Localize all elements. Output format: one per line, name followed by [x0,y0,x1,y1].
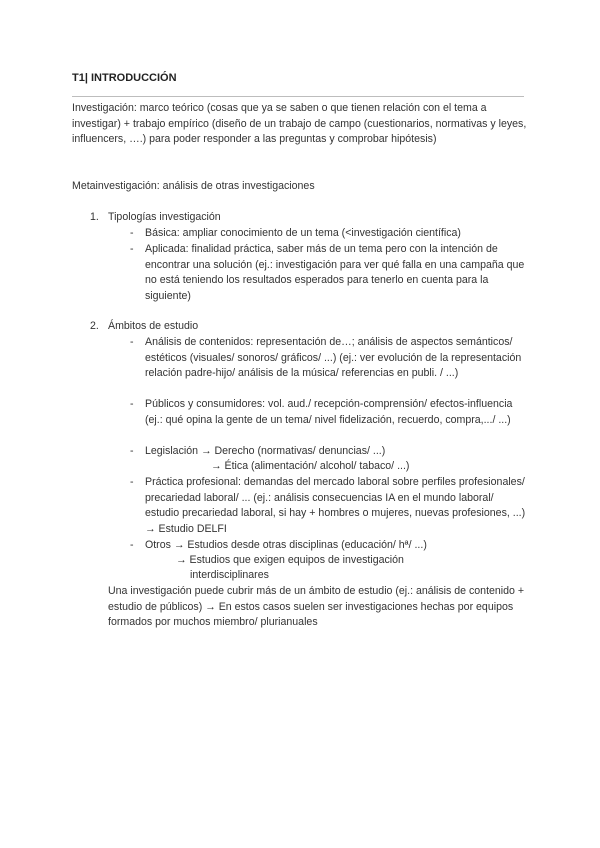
title-divider [72,96,524,97]
section2-heading: Ámbitos de estudio [108,320,199,332]
tipologia-aplicada: Aplicada: finalidad práctica, saber más de un tema pero con la intención de encontrar una solución (ej.: investigación para ver qué falla en una campaña que no está teniendo los resultados esperados para tenerlo en cuenta para la siguiente) [145,243,525,302]
meta-paragraph: Metainvestigación: análisis de otras investigaciones [72,180,315,192]
section2-number: 2. [90,320,99,332]
bullet-dash: - [130,398,134,410]
ambito-otros: Otros → Estudios desde otras disciplinas (educación/ hª/ ...) [145,539,427,551]
ambito-publicos: Públicos y consumidores: vol. aud./ recepción-comprensión/ efectos-influencia (ej.: qué opina la gente de un tema/ nivel fidelización, recuerdo, compra,.../ ...) [145,398,513,426]
bullet-dash: - [130,539,134,551]
bullet-dash: - [130,476,134,488]
ambito-practica: Práctica profesional: demandas del mercado laboral sobre perfiles profesionales/ precariedad laboral/ ... (ej.: análisis consecuencias IA en el mundo laboral/ estudio precariedad laboral, si hay + hombres o mujeres, nuevas profesiones, ...) → Estudio DELFI [145,476,526,535]
closing-paragraph: Una investigación puede cubrir más de un ámbito de estudio (ej.: análisis de contenido + estudio de públicos) → En estos casos suelen ser investigaciones hechas por equipos formados por muchos miembro/ plurianuales [108,585,525,628]
ambito-contenidos: Análisis de contenidos: representación de…; análisis de aspectos semánticos/ estéticos (visuales/ sonoros/ gráficos/ ...) (ej.: ver evolución de la representación relación padre-hijo/ análisis de la música/ referencias en publi. / ...) [145,336,522,379]
ambito-legislacion: Legislación → Derecho (normativas/ denuncias/ ...) [145,445,386,457]
tipologia-basica: Básica: ampliar conocimiento de un tema (<investigación científica) [145,227,461,239]
section1-number: 1. [90,211,99,223]
bullet-dash: - [130,336,134,348]
ambito-otros-equipos-cont: interdisciplinares [190,569,269,581]
bullet-dash: - [130,445,134,457]
ambito-legislacion-etica: → Ética (alimentación/ alcohol/ tabaco/ ...) [211,460,410,472]
intro-paragraph: Investigación: marco teórico (cosas que ya se saben o que tienen relación con el tema a investigar) + trabajo empírico (diseño de un trabajo de campo (cuestionarios, normativas y leyes, influencers, ….) para poder responder a las preguntas y comprobar hipótesis) [72,102,527,145]
bullet-dash: - [130,243,134,255]
section1-heading: Tipologías investigación [108,211,221,223]
ambito-otros-equipos: → Estudios que exigen equipos de investigación [176,554,404,566]
bullet-dash: - [130,227,134,239]
page-title: T1| INTRODUCCIÓN [72,72,177,84]
